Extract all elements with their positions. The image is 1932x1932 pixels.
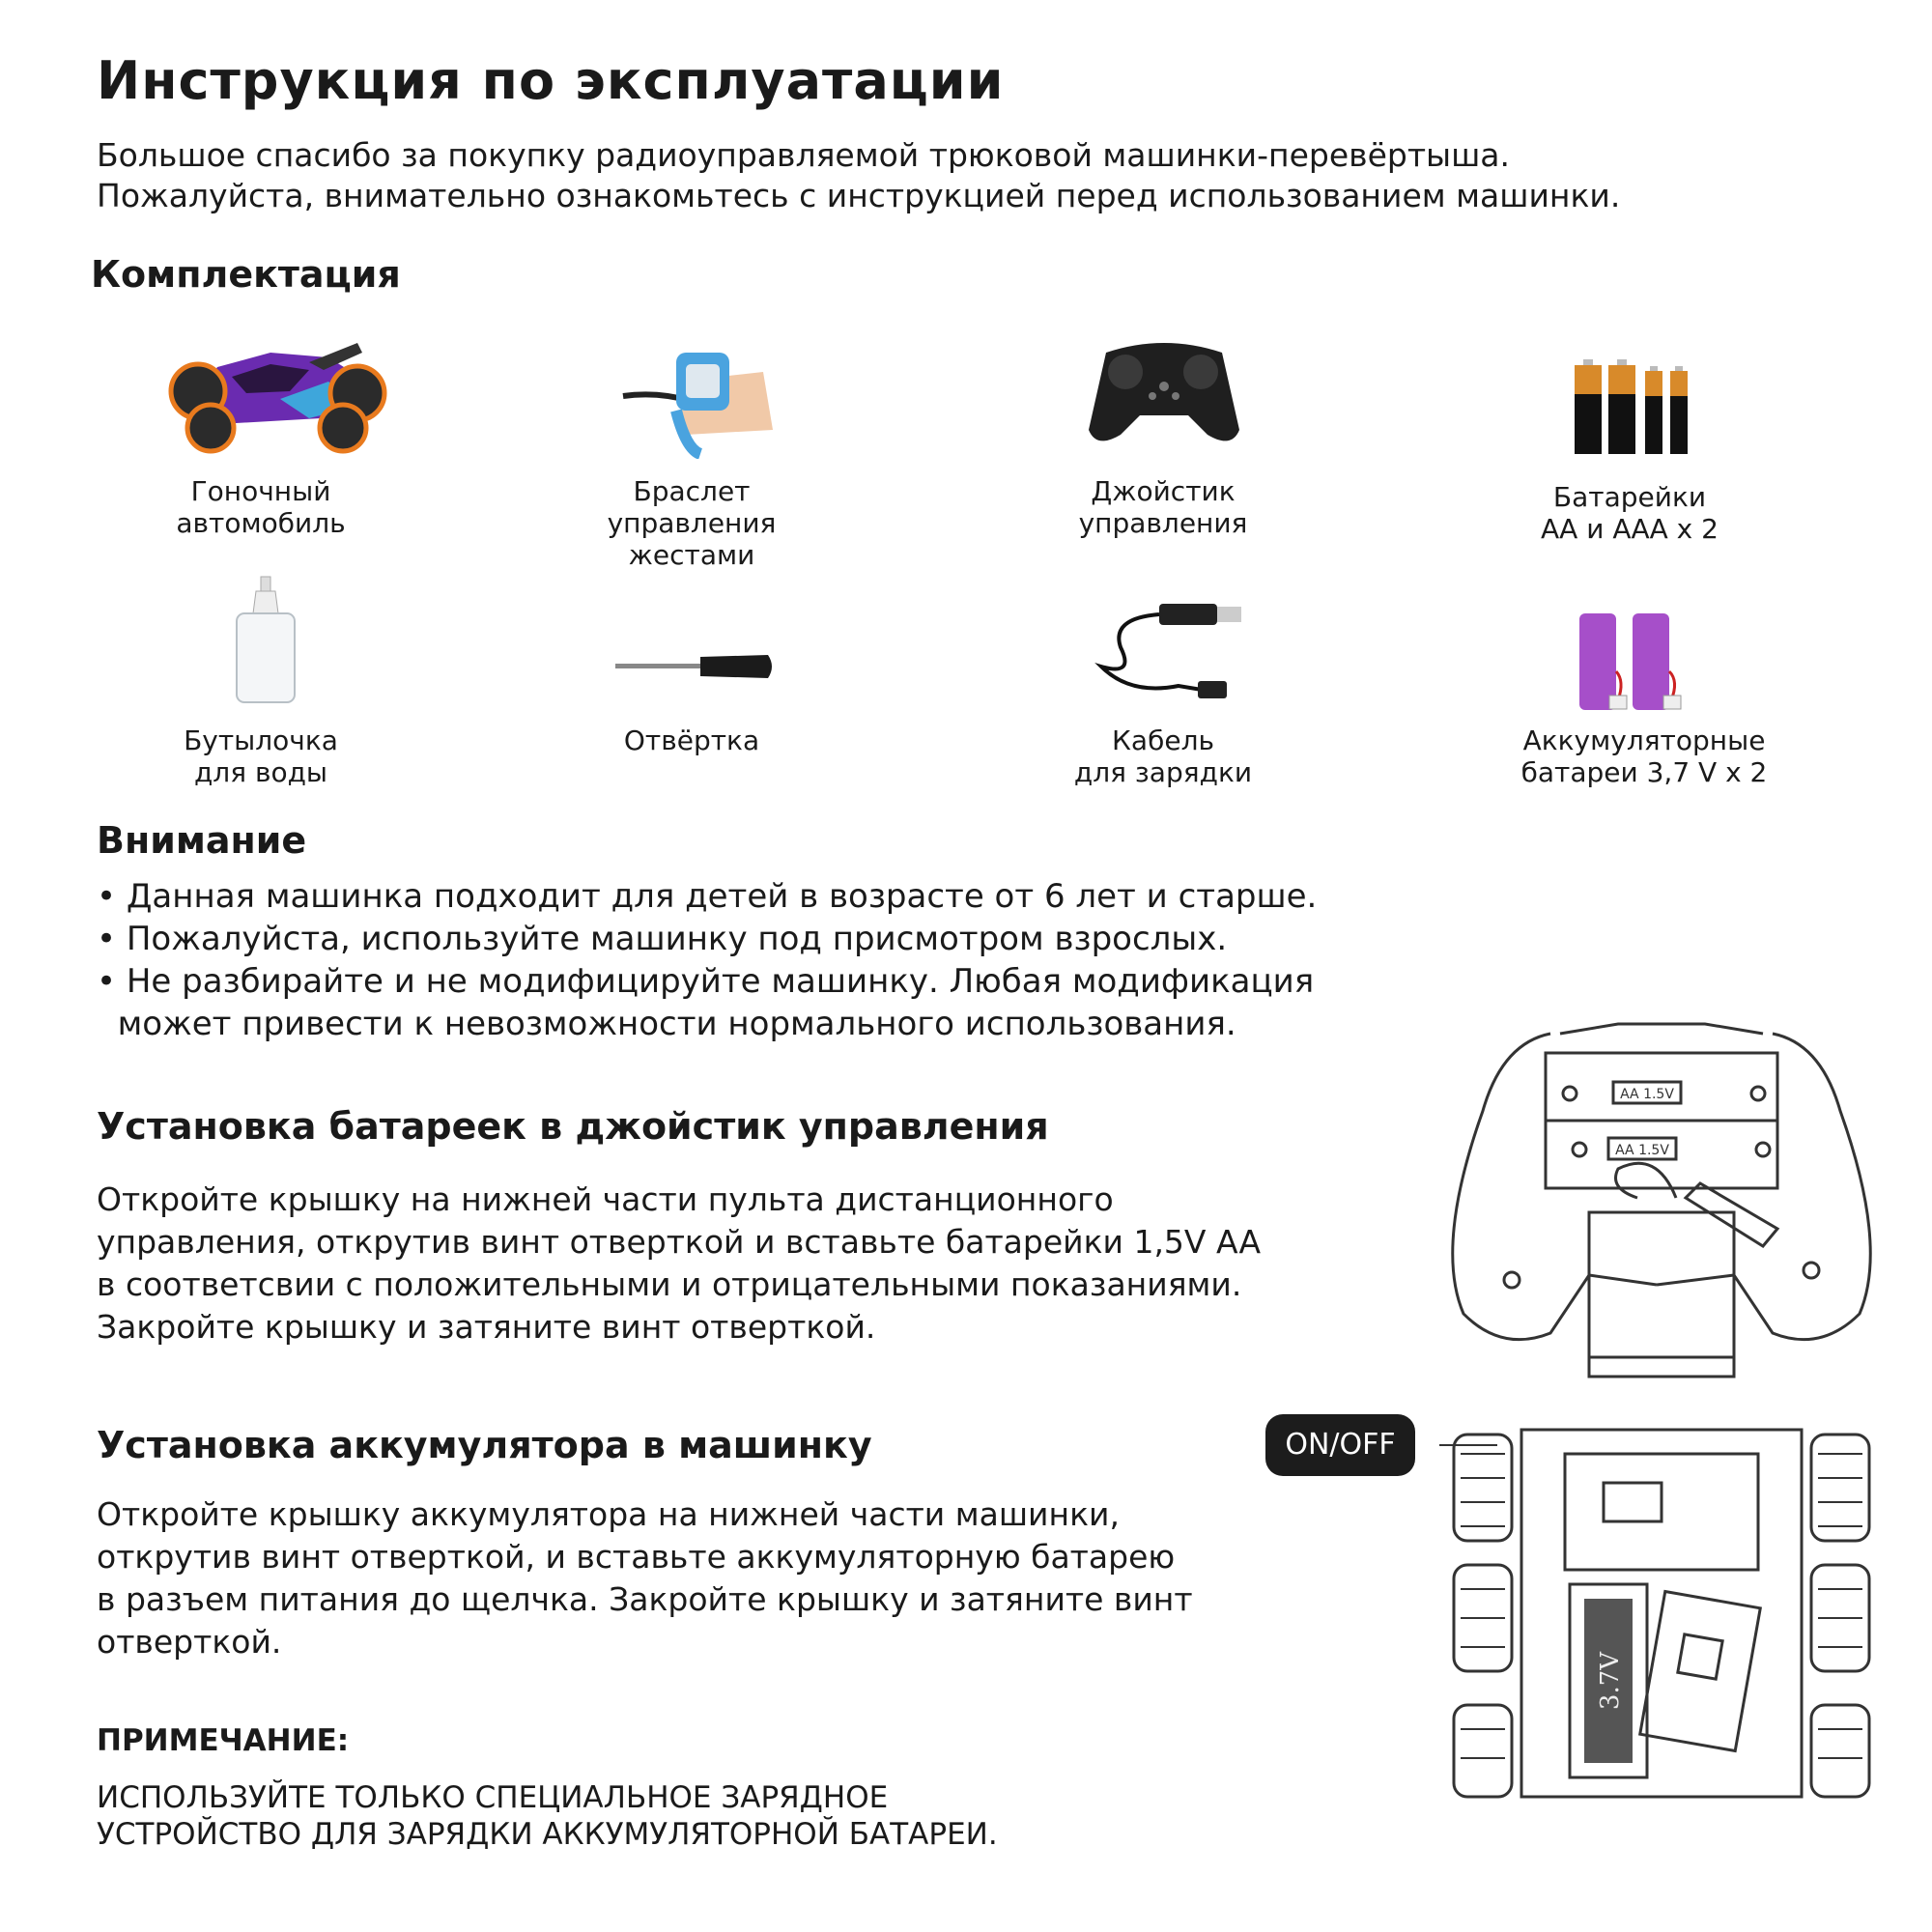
on-off-switch-label: ON/OFF bbox=[1265, 1414, 1415, 1476]
list-item: • Пожалуйста, используйте машинку под присмотром взрослых. bbox=[97, 920, 1228, 958]
list-item: может привести к невозможности нормального использования. bbox=[97, 1005, 1236, 1043]
page-title: Инструкция по эксплуатации bbox=[97, 50, 1005, 111]
caption-line: Отвёртка bbox=[623, 724, 760, 756]
text-line: в соответсвии с положительными и отрицательными показаниями. bbox=[97, 1265, 1242, 1303]
diagram-label: AA 1.5V bbox=[1620, 1087, 1674, 1102]
kit-heading: Комплектация bbox=[91, 253, 401, 296]
caption-line: для воды bbox=[193, 756, 328, 788]
intro-line: Большое спасибо за покупку радиоуправляемой трюковой машинки-перевёртыша. bbox=[97, 136, 1511, 174]
caption-line: Браслет bbox=[633, 475, 751, 507]
caption-line: АА и ААА х 2 bbox=[1541, 513, 1719, 545]
race-car-icon bbox=[164, 324, 391, 454]
kit-item-caption bbox=[1018, 475, 1308, 539]
kit-item-caption bbox=[1485, 481, 1775, 545]
caption-line: Джойстик bbox=[1091, 475, 1236, 507]
kit-item-caption bbox=[547, 475, 837, 571]
gesture-bracelet-icon bbox=[618, 343, 773, 459]
rechargeable-battery-icon bbox=[1575, 604, 1690, 720]
caption-line: управления bbox=[607, 507, 777, 539]
note-text bbox=[97, 1779, 1352, 1853]
note-heading: ПРИМЕЧАНИЕ: bbox=[97, 1723, 350, 1758]
text-line: открутив винт отверткой, и вставьте аккумуляторную батарею bbox=[97, 1538, 1176, 1576]
caption-line: Бутылочка bbox=[184, 724, 338, 756]
gamepad-icon bbox=[1087, 333, 1241, 454]
text-line: Откройте крышку на нижней части пульта дистанционного bbox=[97, 1180, 1114, 1218]
text-line: отверткой. bbox=[97, 1623, 282, 1661]
kit-item-caption bbox=[1018, 724, 1308, 788]
list-item: • Не разбирайте и не модифицируйте машинку. Любая модификация bbox=[97, 962, 1315, 1001]
text-line: Откройте крышку аккумулятора на нижней части машинки, bbox=[97, 1495, 1120, 1533]
intro-text bbox=[97, 135, 1855, 216]
caption-line: Гоночный bbox=[190, 475, 331, 507]
joystick-battery-heading: Установка батареек в джойстик управления bbox=[97, 1105, 1049, 1148]
caption-line: жестами bbox=[628, 539, 755, 571]
kit-item-caption bbox=[116, 475, 406, 539]
caption-line: автомобиль bbox=[176, 507, 346, 539]
caption-line: Аккумуляторные bbox=[1522, 724, 1766, 756]
text-line: управления, открутив винт отверткой и вставьте батарейки 1,5V AA bbox=[97, 1223, 1262, 1261]
kit-item-caption bbox=[116, 724, 406, 788]
screwdriver-icon bbox=[613, 647, 778, 686]
text-line: в разъем питания до щелчка. Закройте крышку и затяните винт bbox=[97, 1580, 1193, 1618]
text-line: ИСПОЛЬЗУЙТЕ ТОЛЬКО СПЕЦИАЛЬНОЕ ЗАРЯДНОЕ bbox=[97, 1780, 889, 1815]
diagram-label: 3.7V bbox=[1596, 1651, 1625, 1711]
caption-line: управления bbox=[1078, 507, 1248, 539]
caption-line: батареи 3,7 V х 2 bbox=[1520, 756, 1768, 788]
diagram-label: AA 1.5V bbox=[1615, 1143, 1669, 1158]
warning-heading: Внимание bbox=[97, 819, 307, 862]
batteries-icon bbox=[1570, 357, 1690, 454]
caption-line: Батарейки bbox=[1552, 481, 1707, 513]
kit-item-caption bbox=[547, 724, 837, 756]
intro-line: Пожалуйста, внимательно ознакомьтесь с инструкцией перед использованием машинки. bbox=[97, 177, 1621, 214]
water-bottle-icon bbox=[232, 575, 299, 705]
list-item: • Данная машинка подходит для детей в возрасте от 6 лет и старше. bbox=[97, 877, 1318, 916]
joystick-battery-text bbox=[97, 1179, 1381, 1349]
caption-line: для зарядки bbox=[1073, 756, 1253, 788]
car-battery-heading: Установка аккумулятора в машинку bbox=[97, 1424, 872, 1466]
usb-cable-icon bbox=[1092, 599, 1246, 710]
warning-list bbox=[97, 875, 1317, 1045]
text-line: УСТРОЙСТВО ДЛЯ ЗАРЯДКИ АККУМУЛЯТОРНОЙ БАТАРЕИ. bbox=[97, 1817, 998, 1852]
text-line: Закройте крышку и затяните винт отверткой. bbox=[97, 1308, 876, 1346]
car-battery-text bbox=[97, 1493, 1314, 1663]
kit-item-caption bbox=[1485, 724, 1804, 788]
car-underside-diagram bbox=[1449, 1425, 1884, 1802]
caption-line: Кабель bbox=[1112, 724, 1214, 756]
joystick-battery-diagram bbox=[1444, 1005, 1879, 1391]
